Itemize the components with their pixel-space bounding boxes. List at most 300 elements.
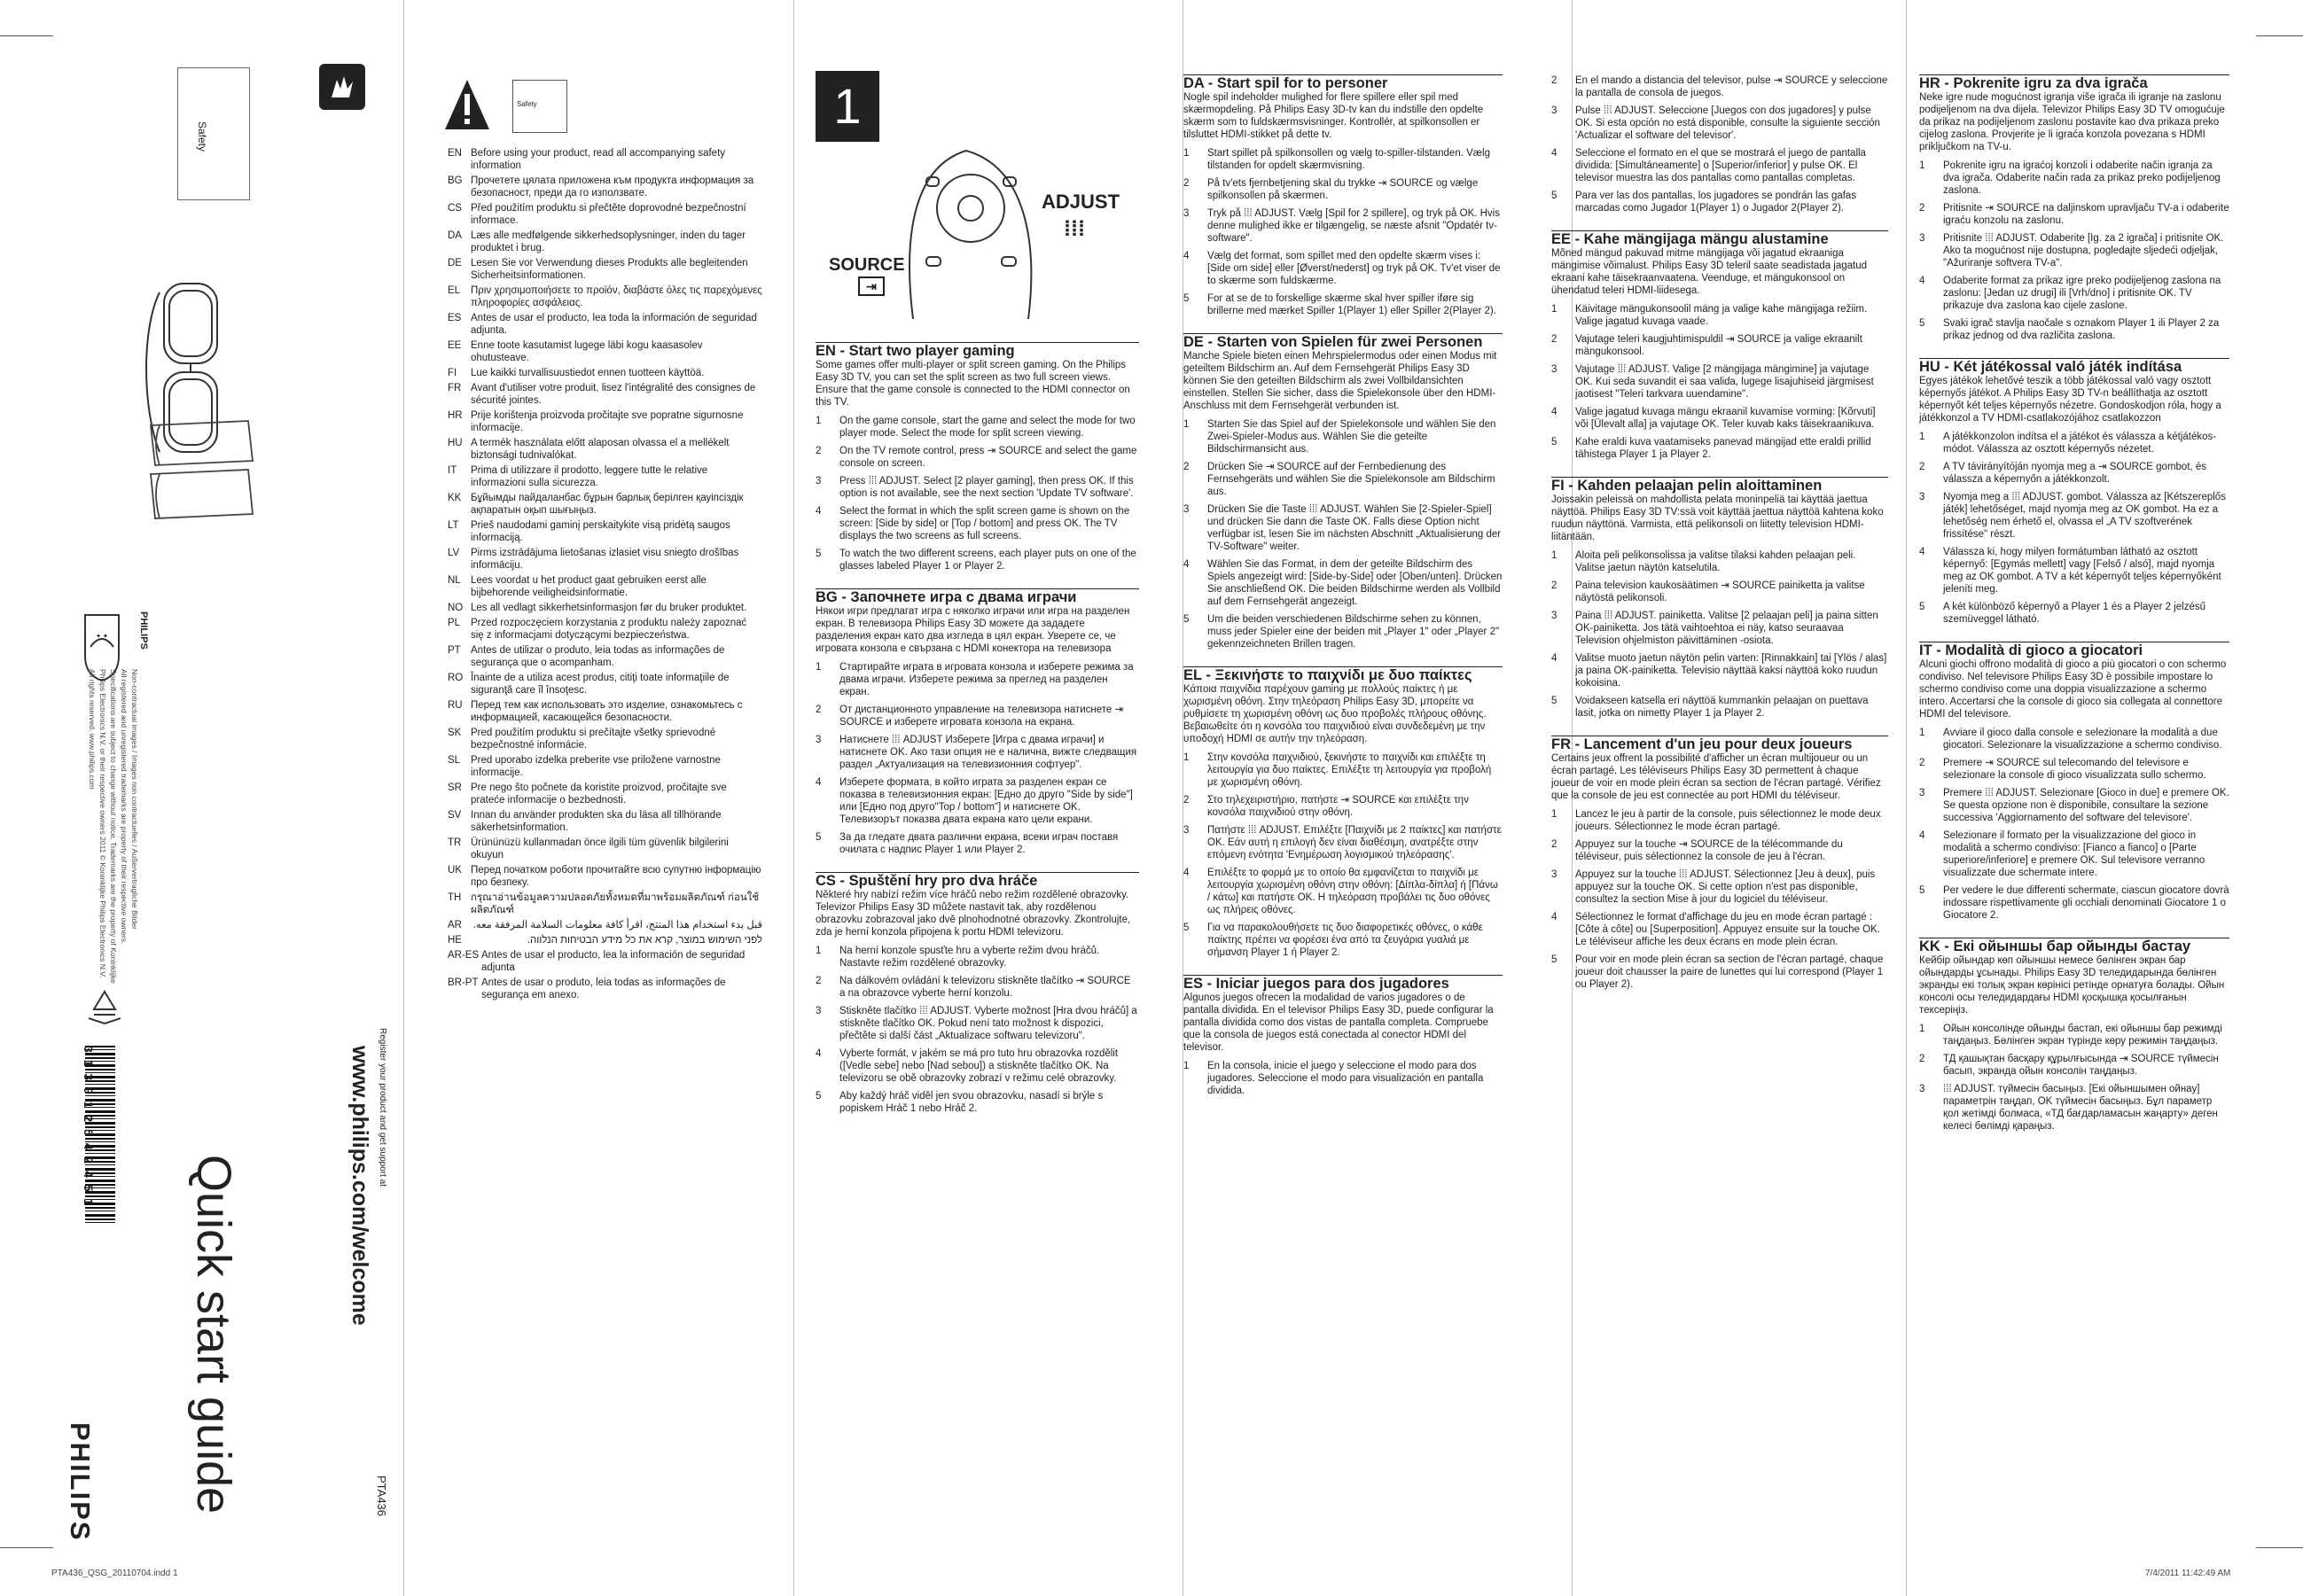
step-number: 4 bbox=[1551, 148, 1557, 159]
instruction-step bbox=[1919, 232, 2229, 269]
step-text: Tryk på ⁞⁞⁞ ADJUST. Vælg [Spil for 2 spillere], og tryk på OK. Hvis denne mulighed ikke er tilgængelig, se næste afsnit "Opdatér tv-software". bbox=[1207, 208, 1500, 244]
crop-mark bbox=[0, 35, 53, 36]
warning-text: Ürününüzü kullanmadan önce ilgili tüm güvenlik bilgilerini okuyun bbox=[471, 837, 729, 860]
step-text: Svaki igrač stavlja naočale s oznakom Player 1 ili Player 2 za prikaz jednog od dva različita zaslona. bbox=[1943, 318, 2220, 341]
warning-text: กรุณาอ่านข้อมูลความปลอดภัยทั้งหมดที่มาพร้อมผลิตภัณฑ์ ก่อนใช้ผลิตภัณฑ์ bbox=[471, 892, 760, 915]
crop-mark bbox=[2256, 35, 2303, 36]
step-number: 5 bbox=[1919, 318, 1925, 329]
warning-text: Przed rozpoczęciem korzystania z produktu należy zapoznać się z informacjami dotyczącymi bezpieczeństwa. bbox=[471, 618, 747, 641]
step-number: 4 bbox=[1919, 830, 1925, 841]
language-code: TH bbox=[448, 892, 462, 903]
column-2 bbox=[1183, 74, 1503, 1113]
step-text: Wählen Sie das Format, in dem der geteilte Bildschirm des Spiels angezeigt wird: [Side-by-Side] oder [Oben/unten]. Drücken Sie anschließend OK. Die beiden Bildschirme werden als Vollbild auf dem Fernsehgerät angezeigt. bbox=[1207, 559, 1503, 607]
step-number: 2 bbox=[816, 976, 822, 986]
step-text: Pokrenite igru na igraćoj konzoli i odaberite način igranja za dva igrača. Odaberite način rada za prikaz preko podijeljenog zaslona. bbox=[1943, 160, 2221, 196]
step-number: 2 bbox=[1919, 1054, 1925, 1064]
barcode-number: 3 1 3 9 1 2 5 4 2 4 5 1 bbox=[82, 1046, 96, 1208]
step-text: Drücken Sie ⇥ SOURCE auf der Fernbedienung des Fernsehgeräts und wählen Sie die Spielekonsole am Bildschirm aus. bbox=[1207, 462, 1495, 497]
source-label: SOURCE bbox=[829, 255, 905, 275]
warning-text: Læs alle medfølgende sikkerhedsoplysninger, inden du tager produktet i brug. bbox=[471, 230, 746, 253]
warning-item bbox=[448, 175, 762, 199]
warning-item bbox=[448, 919, 762, 931]
warning-text: Avant d'utiliser votre produit, lisez l'intégralité des consignes de sécurité jointes. bbox=[471, 383, 756, 406]
fold-line bbox=[793, 0, 794, 1596]
column-1 bbox=[816, 342, 1139, 1131]
step-text: Drücken Sie die Taste ⁞⁞⁞ ADJUST. Wählen Sie [2-Spieler-Spiel] und drücken Sie dann die Taste OK. Falls diese Option nicht verfügbar ist, lesen Sie im nächsten Abschnitt „Aktualisierung der TV-Software" weiter. bbox=[1207, 504, 1502, 552]
warning-item bbox=[448, 409, 762, 434]
thumbnail-label: Safety bbox=[517, 100, 537, 108]
language-code: CS bbox=[448, 203, 462, 214]
warning-text: Antes de usar o produto, leia todas as informações de segurança em anexo. bbox=[481, 977, 726, 1000]
step-text: Start spillet på spilkonsollen og vælg to-spiller-tilstanden. Vælg tilstanden for opdelt skærmvisning. bbox=[1207, 148, 1490, 171]
glasses-pouch-icon bbox=[142, 417, 257, 523]
step-text: Stiskněte tlačítko ⁞⁞⁞ ADJUST. Vyberte možnost [Hra dvou hráčů] a stiskněte tlačítko OK. Pokud není tato možnost k dispozici, přečtěte si další část „Aktualizace softwaru televizoru". bbox=[839, 1006, 1137, 1041]
warning-text: Enne toote kasutamist lugege läbi kogu kaasasolev ohutusteave. bbox=[471, 340, 703, 363]
instruction-step bbox=[1551, 868, 1888, 906]
instruction-step bbox=[1919, 757, 2229, 782]
step-text: A játékkonzolon indítsa el a játékot és válassza a kétjátékos-módot. Válassza az osztott képernyős nézetet. bbox=[1943, 432, 2217, 455]
instruction-step bbox=[1551, 74, 1888, 99]
section-intro: Κάποια παιχνίδια παρέχουν gaming με πολλούς παίκτες ή με χωρισμένη οθόνη. Στην τηλεόραση Philips Easy 3D, μπορείτε να ρυθμίσετε τη χωρισμένη οθόνη ως δυο προβολές πλήρους οθόνης. Βεβαιωθείτε ότι η κονσόλα του παιχνιδιού είναι συνδεδεμένη με την υποδοχή HDMI σε αυτήν την τηλεόραση. bbox=[1183, 684, 1487, 744]
section-intro: Mõned mängud pakuvad mitme mängijaga või jagatud ekraaniga mängimise võimalust. Philips Easy 3D teleril saate seadistada jagatud ekraani kahe täisekraanvaatena. Veenduge, et mängukonsool on ühendatud teleri HDMI-liidesega. bbox=[1551, 248, 1868, 296]
warning-item bbox=[448, 312, 762, 337]
language-code: LV bbox=[448, 548, 460, 558]
warning-item bbox=[448, 464, 762, 489]
crop-mark bbox=[2256, 1547, 2303, 1548]
instruction-step bbox=[1919, 601, 2229, 626]
step-number: 3 bbox=[1551, 105, 1557, 116]
language-code: NO bbox=[448, 603, 464, 613]
instruction-step bbox=[1551, 695, 1888, 720]
section-title: HU - Két játékossal való játék indítása bbox=[1919, 358, 2229, 373]
step-text: Odaberite format za prikaz igre preko podijeljenog zaslona na zaslonu: [Jedan uz drugi] ili [Vrh/dno] i pritisnite OK. TV prikazuje dva zaslona kao cijele zaslone. bbox=[1943, 276, 2221, 311]
step-number: 1 bbox=[1183, 148, 1190, 159]
step-text: Kahe eraldi kuva vaatamiseks panevad mängijad ette eraldi prillid tähistega Player 1 ja Player 2. bbox=[1575, 437, 1871, 460]
hand-warning-icon bbox=[319, 64, 365, 110]
step-number: 1 bbox=[1551, 550, 1557, 561]
step-text: Paina television kaukosäätimen ⇥ SOURCE painiketta ja valitse näytöstä pelikonsoli. bbox=[1575, 580, 1865, 603]
instruction-step bbox=[1551, 652, 1888, 689]
section-intro: Algunos juegos ofrecen la modalidad de varios jugadores o de pantalla dividida. En el televisor Philips Easy 3D, puede configurar la pantalla dividida como dos vistas de pantalla completa. Compruebe que la consola de juegos está conectada al conector HDMI del televisor. bbox=[1183, 993, 1494, 1053]
step-text: Premere ⁞⁞⁞ ADJUST. Selezionare [Gioco in due] e premere OK. Se questa opzione non è disponibile, consultare la sezione successiva 'Aggiornamento del software del televisore'. bbox=[1943, 788, 2229, 823]
step-text: Valige jagatud kuvaga mängu ekraanil kuvamise vorming: [Kõrvuti] või [Ülevalt alla] ja vajutage OK. Teler kuvab kaks täisekraanikuva. bbox=[1575, 407, 1876, 430]
step-text: Para ver las dos pantallas, los jugadores se pondrán las gafas marcadas como Jugador 1(Player 1) o Jugador 2(Player 2). bbox=[1575, 191, 1857, 214]
language-code: DE bbox=[448, 258, 462, 269]
warning-item bbox=[448, 864, 762, 889]
step-number: 4 bbox=[816, 506, 822, 517]
instruction-step bbox=[816, 661, 1139, 698]
instruction-step bbox=[1183, 751, 1503, 789]
step-text: Pulse ⁞⁞⁞ ADJUST. Seleccione [Juegos con dos jugadores] y pulse OK. Si esta opción no está disponible, consulte la siguiente sección 'Actualizar el software del televisor'. bbox=[1575, 105, 1880, 141]
instruction-step bbox=[1919, 1083, 2229, 1133]
step-number: 1 bbox=[1183, 419, 1190, 430]
step-text: Sélectionnez le format d'affichage du jeu en mode écran partagé : [Côte à côte] ou [Superposition]. Appuyez ensuite sur la touche OK. Le téléviseur affiche les deux écrans en mode plein écran. bbox=[1575, 912, 1880, 947]
warning-item bbox=[448, 934, 762, 946]
instruction-step bbox=[1183, 613, 1503, 650]
step-number: 5 bbox=[1551, 437, 1557, 448]
step-number: 3 bbox=[1919, 1084, 1925, 1094]
section-title: BG - Започнете игра с двама играчи bbox=[816, 588, 1139, 603]
instruction-step bbox=[1919, 431, 2229, 455]
section-title: EN - Start two player gaming bbox=[816, 342, 1139, 357]
step-number: 3 bbox=[1919, 492, 1925, 502]
step-text: Aloita peli pelikonsolissa ja valitse tilaksi kahden pelaajan peli. Valitse jaetun näytön katselutila. bbox=[1575, 550, 1856, 573]
legal-line: Non-contractual images / Images non contractuelles / Außervertragliche Bilder bbox=[130, 669, 139, 930]
warning-text: Prieš naudodami gaminį perskaitykite visą pridėtą saugos informaciją. bbox=[471, 520, 730, 543]
step-number: 5 bbox=[816, 1091, 822, 1102]
warning-item bbox=[448, 547, 762, 572]
step-text: Valitse muoto jaetun näytön pelin varten: [Rinnakkain] tai [Ylös / alas] ja paina OK-painiketta. Televisio näyttää kaksi näyttöä koko ruudun kokoisina. bbox=[1575, 653, 1887, 689]
section-intro: Certains jeux offrent la possibilité d'afficher un écran multijoueur ou un écran partagé. Les téléviseurs Philips Easy 3D permettent à chaque joueur de voir en mode plein écran sa section de l'écran partagé. Vérifiez que la console de jeu est connectée au port HDMI du téléviseur. bbox=[1551, 753, 1881, 801]
warning-item bbox=[448, 644, 762, 669]
section-intro: Některé hry nabízí režim více hráčů nebo režim rozdělené obrazovky. Televizor Philips Easy 3D můžete nastavit tak, aby rozdělenou obrazovku zobrazoval jako dvě plnohodnotné obrazovky. Zkontrolujte, zda je herní konzola připojena k portu HDMI televizoru. bbox=[816, 890, 1131, 938]
instruction-step bbox=[1551, 190, 1888, 214]
section-intro: Някои игри предлагат игра с няколко играчи или игра на разделен екран. В телевизора Philips Easy 3D можете да зададете разделения екран като два изгледа в цял екран. Уверете се, че игровата конзола е свързана с HDMI конектора на телевизора bbox=[816, 606, 1130, 654]
instruction-step bbox=[1919, 461, 2229, 486]
warning-item bbox=[448, 382, 762, 407]
step-number: 3 bbox=[1183, 504, 1190, 515]
step-text: Avviare il gioco dalla console e selezionare la modalità a due giocatori. Selezionare la visualizzazione a schermo condiviso. bbox=[1943, 728, 2222, 751]
warning-item bbox=[448, 574, 762, 599]
step-number: 3 bbox=[1183, 208, 1190, 219]
step-number: 1 bbox=[1919, 160, 1925, 171]
step-text: A TV távirányítóján nyomja meg a ⇥ SOURCE gombot, és válassza a képernyőn a játékkonzolt. bbox=[1943, 462, 2207, 485]
step-number: 3 bbox=[1551, 869, 1557, 880]
footer-date: 7/4/2011 11:42:49 AM bbox=[2145, 1569, 2231, 1578]
step-number: 2 bbox=[1183, 795, 1190, 806]
step-text: Um die beiden verschiedenen Bildschirme sehen zu können, muss jeder Spieler eine der beiden mit „Player 1" oder „Player 2" gekennzeichneten Brillen tragen. bbox=[1207, 614, 1500, 650]
instruction-step bbox=[816, 945, 1139, 969]
language-section bbox=[1919, 938, 2229, 1133]
warning-text: Antes de usar el producto, lea toda la información de seguridad adjunta. bbox=[471, 313, 757, 336]
instruction-step bbox=[1919, 727, 2229, 751]
crop-mark bbox=[0, 1547, 53, 1548]
step-number: 3 bbox=[816, 1006, 822, 1016]
language-section bbox=[1919, 642, 2229, 922]
language-code: SR bbox=[448, 782, 462, 793]
warning-text: Innan du använder produkten ska du läsa all tillhörande säkerhetsinformation. bbox=[471, 810, 722, 833]
step-text: Nyomja meg a ⁞⁞⁞ ADJUST. gombot. Válassza az [Kétszereplős játék] lehetőséget, majd nyomja meg az OK gombot. Ha ez a lehetőség nem érhető el, olvassa el „A TV szoftverének frissítése" részt. bbox=[1943, 492, 2226, 540]
step-number: 3 bbox=[1919, 788, 1925, 798]
warning-item bbox=[448, 754, 762, 779]
step-text: Select the format in which the split screen game is shown on the screen: [Side by side] or [Top / bottom] and press OK. The TV displays the two screens as full screens. bbox=[839, 506, 1130, 541]
step-text: Seleccione el formato en el que se mostrará el juego de pantalla dividida: [Simultáneamente] o [Superior/inferior] y pulse OK. El televisor muestra las dos pantallas como pantallas completas. bbox=[1575, 148, 1866, 183]
language-code: FR bbox=[448, 383, 462, 393]
step-number: 4 bbox=[1919, 276, 1925, 286]
warning-text: Pre nego što počnete da koristite proizvod, pročitajte sve prateće informacije o bezbednosti. bbox=[471, 782, 727, 806]
instruction-step bbox=[1919, 160, 2229, 197]
warning-text: Před použitím produktu si přečtěte doprovodné bezpečnostní informace. bbox=[471, 203, 746, 226]
step-text: Premere ⇥ SOURCE sul telecomando del televisore e selezionare la console di gioco visualizzata sullo schermo. bbox=[1943, 758, 2206, 781]
step-number: 5 bbox=[1551, 191, 1557, 201]
warning-item bbox=[448, 367, 762, 379]
philips-logo: PHILIPS bbox=[65, 1422, 96, 1542]
warning-text: قبل بدء استخدام هذا المنتج، اقرأ كافة معلومات السلامة المرفقة معه. bbox=[472, 920, 762, 930]
step-text: En la consola, inicie el juego y seleccione el modo para dos jugadores. Seleccione el modo para visualización en pantalla dividida. bbox=[1207, 1061, 1484, 1096]
step-text: Vajutage ⁞⁞⁞ ADJUST. Valige [2 mängijaga mängimine] ja vajutage OK. Kui seda suvandit ei saa valida, lugege lisajuhiseid järgmisest jaotisest "Teleri tarkvara uuendamine". bbox=[1575, 364, 1874, 400]
warning-text: Lees voordat u het product gaat gebruiken eerst alle bijbehorende veiligheidsinformatie. bbox=[471, 575, 707, 598]
section-title: DA - Start spil for to personer bbox=[1183, 74, 1503, 90]
instruction-step bbox=[1183, 1060, 1503, 1097]
instruction-step bbox=[1551, 406, 1888, 431]
instruction-step bbox=[1183, 867, 1503, 916]
step-number: 3 bbox=[1183, 825, 1190, 836]
warning-item bbox=[448, 617, 762, 642]
step-number: 3 bbox=[1551, 611, 1557, 621]
instruction-step bbox=[816, 548, 1139, 572]
step-text: On the TV remote control, press ⇥ SOURCE and select the game console on screen. bbox=[839, 446, 1137, 469]
section-title: IT - Modalità di gioco a giocatori bbox=[1919, 642, 2229, 657]
step-number-badge: 1 bbox=[816, 71, 879, 142]
instruction-step bbox=[1551, 333, 1888, 358]
step-number: 1 bbox=[1919, 728, 1925, 738]
instruction-step bbox=[1919, 829, 2229, 879]
language-code: LT bbox=[448, 520, 459, 531]
step-number: 4 bbox=[1183, 559, 1190, 570]
language-section bbox=[1183, 74, 1503, 317]
warning-item bbox=[448, 230, 762, 254]
instruction-step bbox=[1183, 824, 1503, 861]
instruction-step bbox=[1551, 954, 1888, 991]
step-text: To watch the two different screens, each player puts on one of the glasses labeled Player 1 or Player 2. bbox=[839, 549, 1136, 572]
warning-text: Les all vedlagt sikkerhetsinformasjon før du bruker produktet. bbox=[471, 603, 747, 613]
column-3 bbox=[1551, 74, 1888, 1007]
instruction-step bbox=[1551, 838, 1888, 863]
warning-text: Antes de usar el producto, lea la información de seguridad adjunta bbox=[481, 950, 746, 973]
warning-item bbox=[448, 492, 762, 517]
section-title: HR - Pokrenite igru za dva igrača bbox=[1919, 74, 2229, 90]
language-section bbox=[1919, 74, 2229, 342]
language-code: TR bbox=[448, 837, 462, 848]
instruction-step bbox=[816, 505, 1139, 542]
warning-item bbox=[448, 339, 762, 364]
step-text: Aby každý hráč viděl jen svou obrazovku, nasadí si brýle s popiskem Hráč 1 nebo Hráč 2. bbox=[839, 1091, 1104, 1114]
step-number: 4 bbox=[816, 1048, 822, 1059]
instruction-step bbox=[1919, 317, 2229, 342]
warning-item bbox=[448, 437, 762, 462]
warning-item bbox=[448, 809, 762, 834]
step-text: Στην κονσόλα παιχνιδιού, ξεκινήστε το παιχνίδι και επιλέξτε τη λειτουργία για δυο παίκτες. Επιλέξτε τη λειτουργία για προβολή με χωρισμένη οθόνη. bbox=[1207, 752, 1492, 788]
fold-line bbox=[403, 0, 404, 1596]
step-text: Lancez le jeu à partir de la console, puis sélectionnez le mode deux joueurs. Sélectionnez le mode écran partagé. bbox=[1575, 809, 1881, 832]
adjust-icon: ⁞⁞⁞ bbox=[1064, 217, 1085, 241]
language-section bbox=[1551, 230, 1888, 461]
safety-booklet-thumbnail bbox=[512, 80, 567, 133]
language-code: SL bbox=[448, 755, 461, 766]
footer-filename: PTA436_QSG_20110704.indd 1 bbox=[51, 1569, 178, 1578]
instruction-step bbox=[1183, 461, 1503, 498]
warnings-list bbox=[448, 147, 762, 1004]
instruction-step bbox=[1919, 1053, 2229, 1078]
section-intro: Neke igre nude mogućnost igranja više igrača ili igranje na zaslonu podijeljenom na dva dijela. Televizor Philips Easy 3D TV omogućuje da prikaz na podijeljenom zaslonu postavite kao dva prikaza preko cijelog zaslona. Provjerite je li igraća konzola povezana s HDMI priključkom na TV-u. bbox=[1919, 92, 2225, 152]
section-intro: Egyes játékok lehetővé teszik a több játékossal való vagy osztott képernyős játékot. A Philips Easy 3D TV-n beállíthatja az osztott képernyőt két teljes képernyős nézetre. Gondoskodjon róla, hogy a játékkonzol a TV HDMI-csatlakozójához csatlakozzon bbox=[1919, 376, 2221, 424]
step-text: Na dálkovém ovládání k televizoru stiskněte tlačítko ⇥ SOURCE a na obrazovce vyberte herní konzolu. bbox=[839, 976, 1131, 999]
warning-item bbox=[448, 202, 762, 227]
warning-item bbox=[448, 284, 762, 309]
warning-item bbox=[448, 672, 762, 697]
warning-item bbox=[448, 699, 762, 724]
warning-text: Prije korištenja proizvoda pročitajte sve popratne sigurnosne informacije. bbox=[471, 410, 744, 433]
instruction-step bbox=[1551, 610, 1888, 647]
step-number: 2 bbox=[1919, 203, 1925, 214]
instruction-step bbox=[816, 734, 1139, 771]
cover-register-text: Register your product and get support at bbox=[378, 1028, 387, 1187]
warning-item bbox=[448, 147, 762, 172]
step-text: På tv'ets fjernbetjening skal du trykke ⇥ SOURCE og vælge spilkonsollen på skærmen. bbox=[1207, 178, 1479, 201]
language-code: RO bbox=[448, 673, 464, 683]
step-number: 1 bbox=[816, 416, 822, 426]
step-text: Starten Sie das Spiel auf der Spielekonsole und wählen Sie den Zwei-Spieler-Modus aus. Wählen Sie die geteilte Bildschirmansicht aus. bbox=[1207, 419, 1496, 455]
warning-item bbox=[448, 257, 762, 282]
warning-text: Pred uporabo izdelka preberite vse priložene varnostne informacije. bbox=[471, 755, 721, 778]
source-icon: ⇥ bbox=[858, 276, 885, 296]
instruction-step bbox=[816, 1047, 1139, 1085]
step-number: 2 bbox=[1183, 462, 1190, 472]
language-section bbox=[1183, 666, 1503, 959]
step-text: От дистанционното управление на телевизора натиснете ⇥ SOURCE и изберете игровата конзола на екрана. bbox=[839, 705, 1124, 728]
section-intro: Alcuni giochi offrono modalità di gioco a più giocatori o con schermo condiviso. Nel televisore Philips Easy 3D è possibile impostare lo schermo condiviso come una doppia visualizzazione a schermo intero. Accertarsi che la console di gioco sia collegata al connettore HDMI del televisore. bbox=[1919, 659, 2227, 720]
instruction-step bbox=[1183, 503, 1503, 553]
step-number: 2 bbox=[1919, 758, 1925, 768]
fold-line bbox=[1906, 0, 1907, 1596]
safety-label: Safety bbox=[196, 121, 208, 152]
instruction-step bbox=[816, 415, 1139, 440]
step-number: 5 bbox=[1183, 923, 1190, 933]
language-section bbox=[1551, 736, 1888, 991]
section-intro: Joissakin peleissä on mahdollista pelata moninpeliä tai käyttää jaettua näyttöä. Philips Easy 3D TV:ssä voit käyttää jaettua näyttöä kahtena koko ruudun näyttönä. Varmista, että pelikonsoli on liitetty television HDMI-liitäntään. bbox=[1551, 494, 1884, 542]
step-text: ТД қашықтан басқару құрылғысында ⇥ SOURCE түймесін басып, экранда ойын консолін таңдаңыз. bbox=[1943, 1054, 2219, 1077]
step-number: 4 bbox=[1183, 251, 1190, 261]
instruction-step bbox=[816, 1005, 1139, 1042]
step-text: Για να παρακολουθήσετε τις δυο διαφορετικές οθόνες, ο κάθε παίκτης πρέπει να φορέσει ένα από τα ζευγάρια γυαλιά με σήμανση Player 1 ή Player 2. bbox=[1207, 923, 1483, 958]
step-text: Käivitage mängukonsoolil mäng ja valige kahe mängijaga režiim. Valige jagatud kuvaga vaade. bbox=[1575, 304, 1868, 327]
warning-text: Pred použitím produktu si prečítajte všetky sprievodné bezpečnostné informácie. bbox=[471, 728, 716, 751]
instruction-step bbox=[1551, 303, 1888, 328]
section-title: FI - Kahden pelaajan pelin aloittaminen bbox=[1551, 477, 1888, 492]
step-number: 2 bbox=[1551, 580, 1557, 591]
step-text: За да гледате двата различни екрана, всеки играч поставя очилата с надпис Player 1 или Player 2. bbox=[839, 832, 1119, 855]
step-text: Voidakseen katsella eri näyttöä kummankin pelaajan on puettava lasit, jotka on nimetty Player 1 ja Player 2. bbox=[1575, 696, 1869, 719]
language-code: AR bbox=[448, 920, 462, 930]
language-code: SK bbox=[448, 728, 462, 738]
warning-item bbox=[448, 727, 762, 751]
step-number: 2 bbox=[816, 446, 822, 456]
step-number: 2 bbox=[1551, 839, 1557, 850]
step-number: 3 bbox=[816, 735, 822, 745]
recycle-icon bbox=[85, 988, 124, 1027]
warning-text: Lue kaikki turvallisuustiedot ennen tuotteen käyttöä. bbox=[471, 368, 705, 378]
instruction-step bbox=[1183, 292, 1503, 317]
step-number: 5 bbox=[816, 832, 822, 843]
language-code: EE bbox=[448, 340, 462, 351]
instruction-step bbox=[1551, 105, 1888, 142]
warning-text: Πριν χρησιμοποιήσετε το προϊόν, διαβάστε όλες τις παρεχόμενες πληροφορίες ασφάλειας. bbox=[471, 285, 762, 308]
language-code: ES bbox=[448, 313, 462, 323]
cover-title: Quick start guide bbox=[187, 1155, 240, 1514]
instruction-step bbox=[1183, 250, 1503, 287]
step-number: 5 bbox=[1551, 954, 1557, 965]
instruction-step bbox=[1919, 1023, 2229, 1047]
step-text: Válassza ki, hogy milyen formátumban látható az osztott képernyő: [Egymás mellett] vagy [Felső / alsó], majd nyomja meg az OK gombot. A TV a két képernyőt teljes képernyőként jeleníti meg. bbox=[1943, 547, 2221, 595]
step-text: Vajutage teleri kaugjuhtimispuldil ⇥ SOURCE ja valige ekraanilt mängukonsool. bbox=[1575, 334, 1862, 357]
language-code: NL bbox=[448, 575, 461, 586]
step-text: Press ⁞⁞⁞ ADJUST. Select [2 player gaming], then press OK. If this option is not available, see the next section 'Update TV software'. bbox=[839, 476, 1134, 499]
step-text: Pritisnite ⁞⁞⁞ ADJUST. Odaberite [Ig. za 2 igrača] i pritisnite OK. Ako ta mogućnost nije dostupna, pogledajte sljedeći odjeljak, "Ažuriranje softvera TV-a". bbox=[1943, 233, 2224, 269]
language-code: HR bbox=[448, 410, 463, 421]
warning-text: A termék használata előtt alaposan olvassa el a mellékelt biztonsági tudnivalókat. bbox=[471, 438, 730, 461]
section-title: CS - Spuštění hry pro dva hráče bbox=[816, 872, 1139, 887]
instruction-step bbox=[1919, 787, 2229, 824]
instruction-step bbox=[1919, 546, 2229, 596]
step-number: 2 bbox=[1919, 462, 1925, 472]
step-number: 4 bbox=[1551, 407, 1557, 417]
step-number: 3 bbox=[1919, 233, 1925, 244]
step-text: For at se de to forskellige skærme skal hver spiller iføre sig brillerne med mærket Spiller 1(Player 1) eller Spiller 2(Player 2). bbox=[1207, 293, 1496, 316]
warning-item bbox=[448, 602, 762, 614]
step-number: 4 bbox=[1919, 547, 1925, 557]
step-number: 1 bbox=[1919, 1024, 1925, 1034]
step-number: 1 bbox=[1551, 304, 1557, 315]
instruction-step bbox=[1919, 884, 2229, 922]
step-number: 4 bbox=[1551, 912, 1557, 923]
step-number: 1 bbox=[816, 946, 822, 956]
section-title: KK - Екі ойыншы бар ойынды бастау bbox=[1919, 938, 2229, 953]
step-text: Paina ⁞⁞⁞ ADJUST. painiketta. Valitse [2 pelaajan peli] ja paina sitten OK-painiketta. Jos tätä vaihtoehtoa ei näy, katso seuraavaa Television ohjelmiston päivittäminen -osiota. bbox=[1575, 611, 1878, 646]
legal-line: Philips Electronics N.V. or their respective owners 2011 © Koninklijke Philips Electronics N.V. bbox=[98, 669, 107, 978]
warning-text: Прочетете цялата приложена към продукта информация за безопасност, преди да го използвате. bbox=[471, 175, 754, 199]
step-text: Πατήστε ⁞⁞⁞ ADJUST. Επιλέξτε [Παιχνίδι με 2 παίκτες] και πατήστε OK. Εάν αυτή η επιλογή δεν είναι διαθέσιμη, ανατρέξτε στην επόμενη ενότητα 'Ενημέρωση λογισμικού τηλεόρασης'. bbox=[1207, 825, 1502, 860]
step-number: 3 bbox=[1551, 364, 1557, 375]
step-text: Vyberte formát, v jakém se má pro tuto hru obrazovka rozdělit ([Vedle sebe] nebo [Nad sebou]) a stiskněte tlačítko OK. Na televizoru se obě obrazovky zobrazí v režimu celé obrazovky. bbox=[839, 1048, 1119, 1084]
instruction-step bbox=[816, 975, 1139, 1000]
language-code: EN bbox=[448, 148, 462, 159]
step-text: Appuyez sur la touche ⇥ SOURCE de la télécommande du téléviseur, puis sélectionnez la console de jeu à l'écran. bbox=[1575, 839, 1843, 862]
step-text: Selezionare il formato per la visualizzazione del gioco in modalità a schermo condiviso: [Fianco a fianco] o [Parte superiore/inferiore] e premere OK. Sul televisore verranno visualizzate due schermate intere. bbox=[1943, 830, 2205, 878]
language-code: SV bbox=[448, 810, 462, 821]
instruction-step bbox=[1919, 202, 2229, 227]
instruction-step bbox=[1551, 911, 1888, 948]
step-number: 4 bbox=[816, 777, 822, 788]
step-number: 5 bbox=[1919, 602, 1925, 612]
step-text: Επιλέξτε το φορμά με το οποίο θα εμφανίζεται το παιχνίδι με λειτουργία χωρισμένη οθόνη στην οθόνη: [Δίπλα-δίπλα] ή [Πάνω / κάτω] και πατήστε OK. Η τηλεόραση προβάλει τις δυο οθόνες ως πλήρεις οθόνες. bbox=[1207, 868, 1498, 915]
language-code: HU bbox=[448, 438, 463, 448]
step-text: En el mando a distancia del televisor, pulse ⇥ SOURCE y seleccione la pantalla de consola de juegos. bbox=[1575, 75, 1888, 98]
instruction-step bbox=[816, 776, 1139, 826]
step-number: 1 bbox=[816, 662, 822, 673]
warning-text: Бұйымды пайдаланбас бұрын барлық берілген қауіпсіздік ақпаратын оқып шығыңыз. bbox=[471, 493, 744, 516]
language-section bbox=[816, 588, 1139, 856]
shield-brand: PHILIPS bbox=[138, 611, 149, 650]
language-code: IT bbox=[448, 465, 457, 476]
step-number: 5 bbox=[816, 549, 822, 559]
step-number: 5 bbox=[1551, 696, 1557, 706]
section-intro: Some games offer multi-player or split screen gaming. On the Philips Easy 3D TV, you can set the split screen as two full screen views. Ensure that the game console is connected to the HDMI connector on this TV. bbox=[816, 360, 1130, 408]
language-code: FI bbox=[448, 368, 457, 378]
language-code: BR-PT bbox=[448, 977, 479, 988]
warning-item bbox=[448, 837, 762, 861]
section-intro: Manche Spiele bieten einen Mehrspielermodus oder einen Modus mit geteiltem Bildschirm an. Auf dem Fernsehgerät Philips Easy 3D können Sie den geteilten Bildschirm als zwei Vollbildansichten einstellen. Stellen Sie sicher, dass die Spielekonsole über den HDMI-Anschluss mit dem Fernsehgerät verbunden ist. bbox=[1183, 351, 1497, 411]
instruction-step bbox=[816, 475, 1139, 500]
warning-text: Перед початком роботи прочитайте всю супутню інформацію про безпеку. bbox=[471, 865, 761, 888]
language-code: PL bbox=[448, 618, 461, 628]
language-section bbox=[816, 872, 1139, 1115]
instruction-step bbox=[1183, 147, 1503, 172]
warning-item bbox=[448, 782, 762, 806]
step-number: 2 bbox=[1551, 75, 1557, 86]
language-code: AR-ES bbox=[448, 950, 480, 961]
safety-booklet-image bbox=[177, 67, 250, 200]
step-text: ⁞⁞⁞ ADJUST. түймесін басыңыз. [Екі ойыншымен ойнау] параметрін таңдап, OK түймесін басыңыз. Бұл параметр қол жетімді болмаса, «ТД бағдарламасын жаңарту» деген келесі бөлімді қараңыз. bbox=[1943, 1084, 2218, 1132]
